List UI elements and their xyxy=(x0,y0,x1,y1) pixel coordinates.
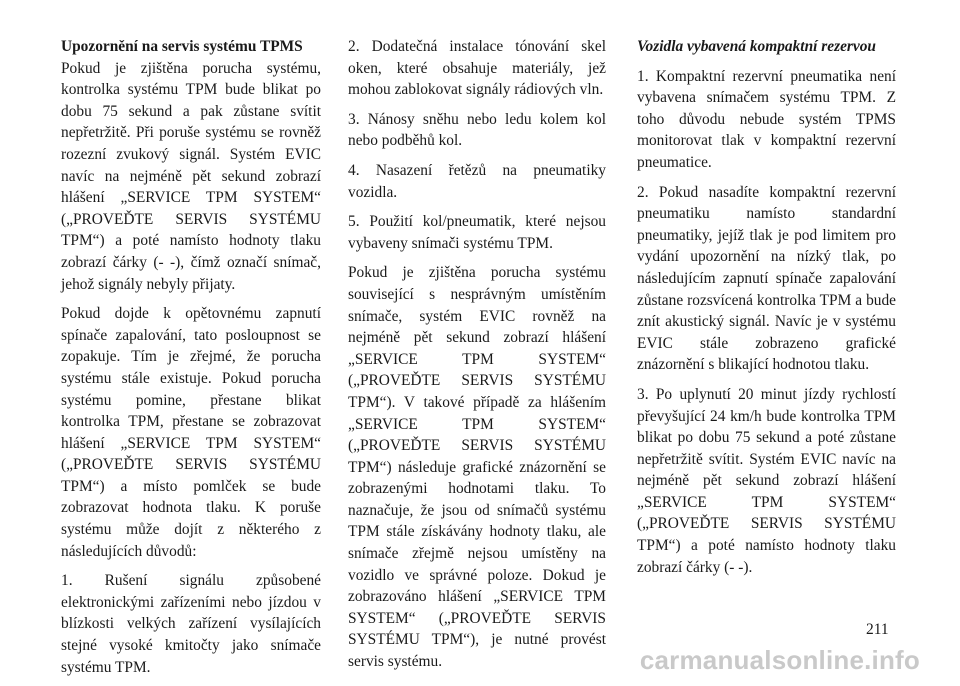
section-heading-compact-spare: Vozidla vybavená kompaktní rezervou xyxy=(637,38,876,55)
list-item: 1. Rušení signálu způsobené elektronickými zařízeními nebo jízdou v blízkosti velkých zařízení vysílajících stejné vysoké kmitočty jako snímače systému TPM. xyxy=(61,572,321,676)
page-number: 211 xyxy=(866,621,889,638)
paragraph: Pokud je zjištěna porucha systému, kontrolka systému TPM bude blikat po dobu 75 sekund a pak zůstane svítit nepřetržitě. Při poruše systému se rovněž rozezní zvukový signál. Systém EVIC navíc na nejméně pět sekund zobrazí hlášení „SERVICE TPM SYSTEM“ („PROVEĎTE SERVIS SYSTÉMU TPM“) a poté namísto hodnoty tlaku zobrazí čárky (- -), čímž označí snímač, jehož signály nebyly přijaty. xyxy=(61,59,321,293)
paragraph: Pokud dojde k opětovnému zapnutí spínače zapalování, tato posloupnost se zopakuje. Tím je zřejmé, že porucha systému stále existuje. Pokud porucha systému pomine, přestane blikat kontrolka TPM, přestane se zobrazovat hlášení „SERVICE TPM SYSTEM“ („PROVEĎTE SERVIS SYSTÉMU TPM“) a místo pomlček se bude zobrazovat hodnota tlaku. K poruše systému může dojít z některého z následujících důvodů: xyxy=(61,305,321,560)
list-item: 4. Nasazení řetězů na pneumatiky vozidla. xyxy=(348,161,606,201)
list-item: 3. Nánosy sněhu nebo ledu kolem kol nebo podběhů kol. xyxy=(348,110,606,150)
watermark: carmanualsonline.info xyxy=(639,645,920,675)
list-item: 5. Použití kol/pneumatik, které nejsou vybaveny snímači systému TPM. xyxy=(348,213,606,252)
list-item: 2. Dodatečná instalace tónování skel oken, které obsahuje materiály, jež mohou zablokovat signály rádiových vln. xyxy=(348,38,606,99)
paragraph: Pokud je zjištěna porucha systému související s nesprávným umístěním snímače, systém EVIC rovněž na nejméně pět sekund zobrazí hlášení „SERVICE TPM SYSTEM“ („PROVEĎTE SERVIS SYSTÉMU TPM“). V takové případě za hlášením „SERVICE TPM SYSTEM“ („PROVEĎTE SERVIS SYSTÉMU TPM“) následuje grafické znázornění se zobrazenými hodnotami tlaku. To naznačuje, že jsou od snímačů systému TPM stále získávány hodnoty tlaku, ale snímače zřejmě nejsou umístěny na vozidlo ve správné poloze. Dokud je zobrazováno hlášení „SERVICE TPM SYSTEM“ („PROVEĎTE SERVIS SYSTÉMU TPM“), je nutné provést servis systému. xyxy=(348,264,606,671)
list-item: 3. Po uplynutí 20 minut jízdy rychlostí převyšující 24 km/h bude kontrolka TPM blikat po dobu 75 sekund a poté zůstane nepřetržitě svítit. Systém EVIC navíc na nejméně pět sekund zobrazí hlášení „SERVICE TPM SYSTEM“ („PROVEĎTE SERVIS SYSTÉMU TPM“) a poté namísto hodnoty tlaku zobrazí čárky (- -). xyxy=(637,385,896,576)
column-right xyxy=(637,36,896,586)
list-item: 2. Pokud nasadíte kompaktní rezervní pneumatiku namísto standardní pneumatiky, jejíž tlak je pod limitem pro vydání upozornění na nízký tlak, po následujícím zapnutí spínače zapalování zůstane rozsvícená kontrolka TPM a bude znít akustický signál. Navíc je v systému EVIC stále zobrazeno grafické znázornění s blikající hodnotou tlaku. xyxy=(637,183,896,374)
section-heading-tpms-service: Upozornění na servis systému TPMS xyxy=(61,38,303,55)
column-middle xyxy=(348,36,606,681)
column-left xyxy=(61,36,321,686)
list-item: 1. Kompaktní rezervní pneumatika není vybavena snímačem systému TPM. Z toho důvodu nebude systém TPMS monitorovat tlak v kompaktní rezervní pneumatice. xyxy=(637,67,896,171)
